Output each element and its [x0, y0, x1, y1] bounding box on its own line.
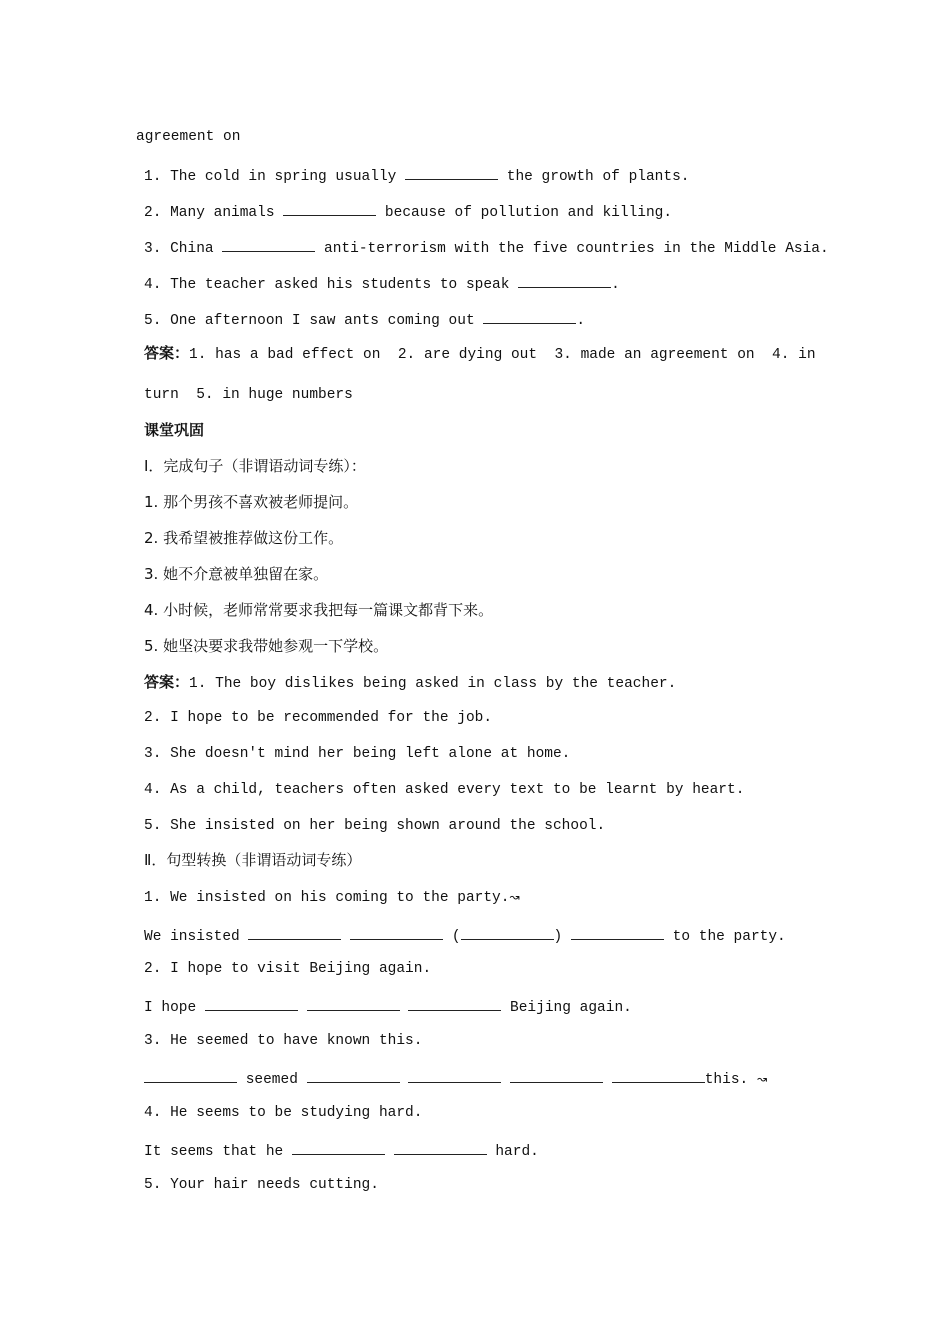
transform-blank-line — [144, 1142, 539, 1160]
scribble-icon: ↝ — [509, 890, 520, 904]
exercise-item-2 — [144, 203, 672, 221]
answer-text: 1. The boy dislikes being asked in class by the teacher. — [189, 676, 677, 692]
transform-sentence: 4. He seems to be studying hard. — [144, 1105, 423, 1121]
answer-line — [144, 346, 816, 363]
cn-sentence: 2. 我希望被推荐做这份工作。 — [144, 529, 344, 547]
part-title: Ⅰ．完成句子（非谓语动词专练）： — [144, 457, 366, 475]
text: to the party. — [663, 929, 786, 945]
transform-blank-line — [144, 927, 786, 945]
transform-sentence: 3. He seemed to have known this. — [144, 1033, 423, 1049]
text: It seems that he — [144, 1144, 292, 1160]
text: 5. One afternoon I saw ants coming out — [144, 313, 484, 329]
answer-text: 1. has a bad effect on 2. are dying out 3. made an agreement on 4. in — [189, 347, 816, 363]
text-line — [136, 130, 240, 145]
answer-blank[interactable] — [518, 275, 611, 288]
cn-sentence: 4. 小时候，老师常常要求我把每一篇课文都背下来。 — [144, 601, 494, 619]
answer-blank[interactable] — [307, 998, 400, 1011]
answer-text: 5. She insisted on her being shown around the school. — [144, 818, 606, 834]
part-title: Ⅱ．句型转换（非谓语动词专练） — [144, 851, 362, 869]
transform-sentence — [144, 891, 520, 906]
transform-blank-line — [144, 1070, 767, 1088]
transform-sentence: 2. I hope to visit Beijing again. — [144, 961, 432, 977]
scribble-icon: ↝ — [756, 1072, 768, 1086]
text: agreement on — [136, 129, 241, 145]
answer-blank[interactable] — [408, 1070, 501, 1083]
answer-blank[interactable] — [222, 239, 315, 252]
answer-line — [144, 675, 676, 692]
answer-blank[interactable] — [292, 1142, 385, 1155]
answer-line-cont — [144, 388, 353, 403]
text: Beijing again. — [501, 1000, 632, 1016]
text: seemed — [237, 1072, 307, 1088]
text: ) — [553, 929, 571, 945]
answer-text: 4. As a child, teachers often asked every text to be learnt by heart. — [144, 782, 745, 798]
text: the growth of plants. — [498, 169, 690, 185]
text: hard. — [486, 1144, 539, 1160]
transform-blank-line — [144, 998, 632, 1016]
answer-label: 答案： — [144, 344, 190, 362]
text: . — [576, 313, 586, 329]
cn-sentence: 5. 她坚决要求我带她参观一下学校。 — [144, 637, 389, 655]
transform-sentence: 5. Your hair needs cutting. — [144, 1177, 379, 1193]
exercise-item-4 — [144, 275, 620, 293]
answer-blank[interactable] — [283, 203, 376, 216]
answer-blank[interactable] — [394, 1142, 487, 1155]
answer-blank[interactable] — [571, 927, 664, 940]
answer-blank[interactable] — [612, 1070, 705, 1083]
answer-blank[interactable] — [408, 998, 501, 1011]
answer-blank[interactable] — [205, 998, 298, 1011]
answer-blank[interactable] — [350, 927, 443, 940]
exercise-item-5 — [144, 311, 585, 329]
answer-blank[interactable] — [461, 927, 554, 940]
answer-label: 答案： — [144, 673, 190, 691]
answer-blank[interactable] — [248, 927, 341, 940]
text: because of pollution and killing. — [376, 205, 673, 221]
text: 1. The cold in spring usually — [144, 169, 406, 185]
cn-sentence: 1. 那个男孩不喜欢被老师提问。 — [144, 493, 359, 511]
answer-blank[interactable] — [510, 1070, 603, 1083]
text: . — [611, 277, 620, 293]
text: 4. The teacher asked his students to speak — [144, 277, 519, 293]
answer-blank[interactable] — [144, 1070, 237, 1083]
text: ( — [443, 929, 461, 945]
text: this. — [704, 1072, 749, 1088]
text: 2. Many animals — [144, 205, 284, 221]
text: 3. China — [144, 241, 223, 257]
exercise-item-3 — [144, 239, 829, 257]
answer-blank[interactable] — [307, 1070, 400, 1083]
text: I hope — [144, 1000, 205, 1016]
answer-blank[interactable] — [405, 167, 498, 180]
exercise-item-1 — [144, 167, 689, 185]
text: 1. We insisted on his coming to the party. — [144, 890, 510, 906]
answer-text: turn 5. in huge numbers — [144, 387, 353, 403]
answer-text: 3. She doesn't mind her being left alone at home. — [144, 746, 571, 762]
cn-sentence: 3. 她不介意被单独留在家。 — [144, 565, 329, 583]
text: We insisted — [144, 929, 249, 945]
text: anti-terrorism with the five countries in the Middle Asia. — [315, 241, 829, 257]
answer-blank[interactable] — [483, 311, 576, 324]
section-title: 课堂巩固 — [144, 421, 205, 439]
answer-text: 2. I hope to be recommended for the job. — [144, 710, 493, 726]
